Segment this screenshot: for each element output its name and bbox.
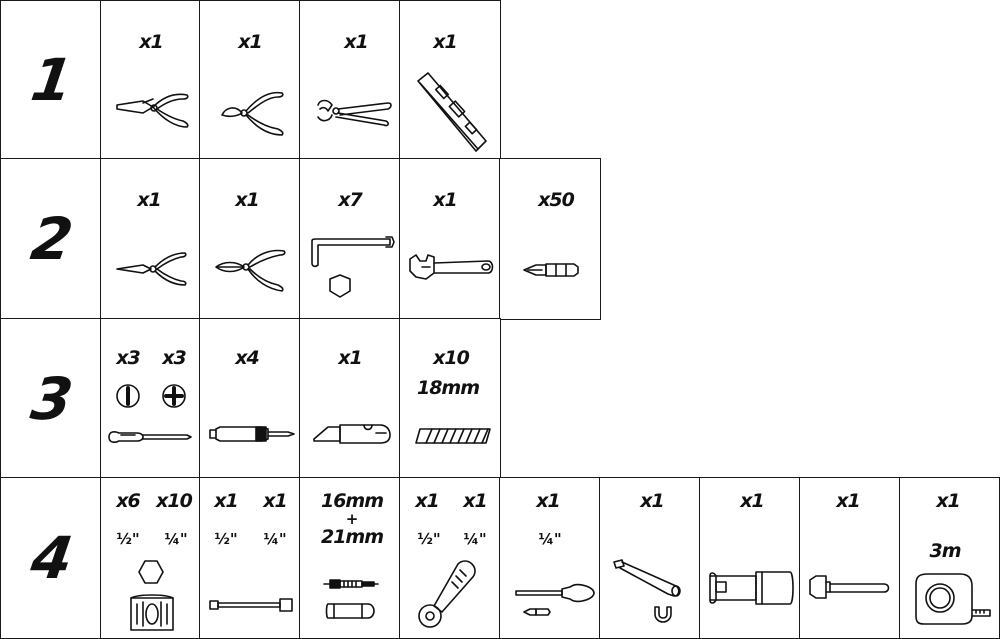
hammer-icon xyxy=(806,574,892,602)
quantity-label: x1 xyxy=(740,490,764,512)
tool-cell-screwdrivers xyxy=(100,318,201,479)
tool-cell-spark-plug-socket xyxy=(299,477,401,639)
quantity-label-a: x6 xyxy=(116,490,140,512)
socket-adapter-icon xyxy=(706,568,798,608)
screwdriver-bit-icon xyxy=(522,259,582,281)
extension-bar-icon xyxy=(208,596,296,614)
quantity-label-phillips: x3 xyxy=(162,347,186,369)
drive-size-label-b: ¼" xyxy=(263,530,287,548)
spirit-level-icon xyxy=(414,71,490,157)
slotted-tip-icon xyxy=(115,383,141,409)
screwdriver-icon xyxy=(107,427,193,447)
magnetic-bit-holder-icon xyxy=(610,556,690,604)
quantity-label-b: x1 xyxy=(463,490,487,512)
tool-cell-ratchet xyxy=(399,477,501,639)
quantity-label: x1 xyxy=(536,490,560,512)
bit-driver-icon xyxy=(514,582,596,604)
needle-nose-pliers-icon xyxy=(115,247,189,291)
row-number-cell xyxy=(0,477,102,639)
row-number-cell xyxy=(0,158,102,320)
tool-cell-screwdriver-bit xyxy=(499,158,601,320)
size-label-b: 21mm xyxy=(320,526,384,548)
utility-knife-icon xyxy=(310,421,394,447)
tool-cell-bit-driver xyxy=(499,477,601,639)
tool-cell-water-pump-pliers xyxy=(299,0,401,160)
mini-bit-icon xyxy=(522,606,552,618)
quantity-label: x1 xyxy=(433,31,457,53)
quantity-label: x1 xyxy=(235,189,259,211)
quantity-label: x1 xyxy=(137,189,161,211)
drive-size-label-b: ¼" xyxy=(164,530,188,548)
socket-icon xyxy=(127,592,177,634)
quantity-label: x1 xyxy=(936,490,960,512)
size-separator: + xyxy=(345,510,359,528)
row-number-cell xyxy=(0,318,102,479)
tool-cell-precision-screwdriver xyxy=(199,318,301,479)
combination-pliers-icon xyxy=(113,91,193,141)
drive-size-label-a: ½" xyxy=(214,530,238,548)
blades-icon xyxy=(414,427,492,445)
quantity-label-b: x1 xyxy=(263,490,287,512)
quantity-label: x1 xyxy=(139,31,163,53)
quantity-label: x7 xyxy=(338,189,362,211)
adjustable-wrench-icon xyxy=(406,251,496,287)
quantity-label: x50 xyxy=(538,189,574,211)
spark-plug-socket-icon xyxy=(324,600,378,622)
tool-cell-spirit-level xyxy=(399,0,501,160)
phillips-tip-icon xyxy=(161,383,187,409)
tool-cell-blades xyxy=(399,318,501,479)
quantity-label-a: x1 xyxy=(415,490,439,512)
quantity-label: x1 xyxy=(433,189,457,211)
size-label: 18mm xyxy=(416,377,480,399)
quantity-label: x1 xyxy=(640,490,664,512)
tin-snips-icon xyxy=(214,247,290,295)
quantity-label: x10 xyxy=(433,347,469,369)
quantity-label-flat: x3 xyxy=(116,347,140,369)
tool-cell-hex-key xyxy=(299,158,401,320)
drive-size-label: ¼" xyxy=(538,530,562,548)
row-number: 1 xyxy=(27,46,75,114)
tool-cell-utility-knife xyxy=(299,318,401,479)
tool-cell-extension-bars xyxy=(199,477,301,639)
drive-size-label-a: ½" xyxy=(417,530,441,548)
tool-cell-hammer xyxy=(799,477,901,639)
row-number: 2 xyxy=(27,205,75,273)
row-number: 4 xyxy=(27,524,75,592)
tool-cell-sockets xyxy=(100,477,201,639)
diagonal-cutters-icon xyxy=(218,89,288,141)
quantity-label: x1 xyxy=(238,31,262,53)
quantity-label: x1 xyxy=(338,347,362,369)
hex-nut-icon xyxy=(137,558,165,586)
size-label-a: 16mm xyxy=(320,490,384,512)
quantity-label: x1 xyxy=(836,490,860,512)
quantity-label: x1 xyxy=(344,31,368,53)
quantity-label-b: x10 xyxy=(156,490,192,512)
magnet-icon xyxy=(652,604,674,624)
ratchet-icon xyxy=(416,558,480,630)
tool-cell-magnetic-bit-holder xyxy=(599,477,701,639)
tool-cell-needle-nose-pliers xyxy=(100,158,201,320)
hex-key-icon xyxy=(308,235,396,305)
row-number-cell xyxy=(0,0,102,160)
tape-measure-icon xyxy=(910,570,992,628)
water-pump-pliers-icon xyxy=(314,97,394,137)
quantity-label-a: x1 xyxy=(214,490,238,512)
tool-cell-tin-snips xyxy=(199,158,301,320)
tool-cell-combination-pliers xyxy=(100,0,201,160)
drive-size-label-a: ½" xyxy=(116,530,140,548)
tool-cell-socket-adapter xyxy=(699,477,801,639)
length-label: 3m xyxy=(929,540,961,562)
tool-cell-diagonal-cutters xyxy=(199,0,301,160)
row-number: 3 xyxy=(27,364,75,433)
drive-size-label-b: ¼" xyxy=(463,530,487,548)
precision-screwdriver-icon xyxy=(206,423,298,445)
quantity-label: x4 xyxy=(235,347,259,369)
tool-cell-adjustable-wrench xyxy=(399,158,501,320)
tool-cell-tape-measure xyxy=(899,477,1000,639)
spark-plug-icon xyxy=(322,576,380,592)
